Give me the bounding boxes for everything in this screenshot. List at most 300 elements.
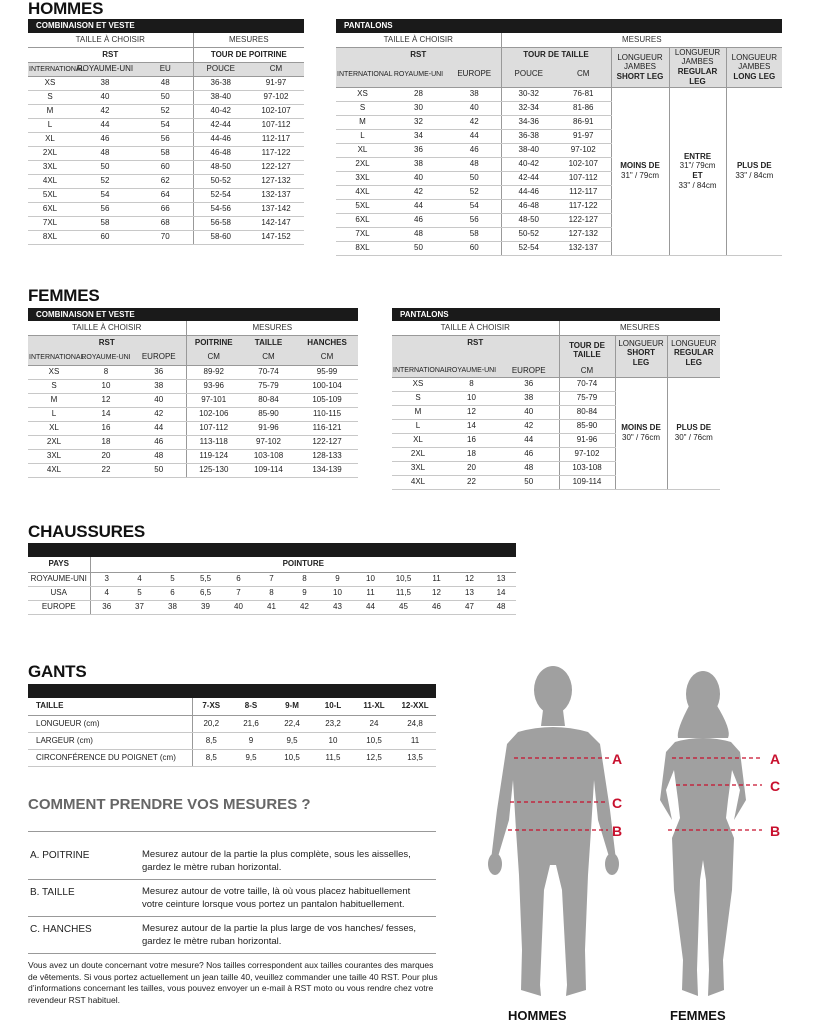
table-cell: 10 bbox=[444, 391, 499, 405]
table-cell: 42 bbox=[288, 600, 321, 614]
table-cell: 38 bbox=[72, 76, 138, 90]
short-leg-header bbox=[611, 47, 669, 87]
table-row bbox=[28, 90, 304, 104]
table-cell: 48 bbox=[138, 76, 193, 90]
table-cell: 24 bbox=[354, 715, 394, 732]
table-cell: 40 bbox=[389, 171, 448, 185]
table-cell: 10 bbox=[321, 586, 354, 600]
table-row bbox=[28, 393, 358, 407]
table-cell: 3XL bbox=[28, 449, 80, 463]
table-cell: 91-97 bbox=[248, 76, 304, 90]
table-cell: 34 bbox=[389, 129, 448, 143]
table-cell: 7 bbox=[255, 572, 288, 586]
column-header: TAILLE bbox=[254, 337, 283, 347]
women-pants-body bbox=[392, 377, 720, 489]
table-cell: 50-52 bbox=[193, 174, 248, 188]
leg-length-label: ET bbox=[692, 171, 703, 180]
table-cell: 6 bbox=[222, 572, 255, 586]
column-header: POUCE bbox=[501, 62, 556, 87]
table-cell: 48 bbox=[486, 600, 516, 614]
measure-text: Mesurez autour de la partie la plus complète, sous les aisselles, gardez le mètre ruban horizontal. bbox=[142, 849, 411, 873]
table-cell: 18 bbox=[80, 435, 132, 449]
table-row bbox=[28, 600, 516, 614]
column-header: CM bbox=[241, 350, 296, 365]
table-cell: 50-52 bbox=[501, 227, 556, 241]
table-cell: 4XL bbox=[336, 185, 389, 199]
table-row bbox=[28, 104, 304, 118]
table-cell: 80-84 bbox=[559, 405, 615, 419]
table-cell: 44 bbox=[389, 199, 448, 213]
table-cell: 46 bbox=[132, 435, 186, 449]
table-cell: 32-34 bbox=[501, 101, 556, 115]
table-cell: USA bbox=[28, 586, 90, 600]
regular-leg-header bbox=[669, 47, 726, 87]
table-cell: 36 bbox=[90, 600, 123, 614]
table-cell: 52 bbox=[138, 104, 193, 118]
leg-length-label: PLUS DE bbox=[676, 423, 712, 433]
table-cell: 40-42 bbox=[193, 104, 248, 118]
table-row bbox=[28, 749, 436, 766]
table-cell: XS bbox=[28, 365, 80, 379]
table-cell: 102-107 bbox=[556, 157, 611, 171]
column-header: 9-M bbox=[272, 698, 312, 715]
table-cell: 64 bbox=[138, 188, 193, 202]
table-cell: 9 bbox=[230, 732, 272, 749]
table-bar-title: PANTALONS bbox=[336, 19, 782, 33]
table-cell: 38 bbox=[132, 379, 186, 393]
table-cell: 3 bbox=[90, 572, 123, 586]
table-cell: 22 bbox=[444, 475, 499, 489]
table-cell: 50 bbox=[499, 475, 559, 489]
table-cell: 48 bbox=[72, 146, 138, 160]
table-cell: 119-124 bbox=[186, 449, 241, 463]
table-cell: 38 bbox=[448, 87, 501, 101]
table-cell: 127-132 bbox=[248, 174, 304, 188]
table-cell: 8XL bbox=[28, 230, 72, 244]
table-row bbox=[28, 216, 304, 230]
leg-header-line: JAMBES bbox=[681, 57, 714, 67]
table-cell: 62 bbox=[138, 174, 193, 188]
leg-length-label: MOINS DE bbox=[621, 423, 661, 433]
column-header: TOUR DE TAILLE bbox=[501, 47, 611, 62]
table-cell: 44-46 bbox=[501, 185, 556, 199]
table-cell: 38 bbox=[499, 391, 559, 405]
table-row bbox=[28, 146, 304, 160]
table-cell: 8 bbox=[288, 572, 321, 586]
table-cell: 42-44 bbox=[501, 171, 556, 185]
table-cell: 12 bbox=[453, 572, 486, 586]
table-cell: 103-108 bbox=[241, 449, 296, 463]
table-cell: 24,8 bbox=[394, 715, 436, 732]
table-cell: 42 bbox=[132, 407, 186, 421]
column-header: CM bbox=[248, 62, 304, 76]
table-cell: 20 bbox=[80, 449, 132, 463]
column-header: INTERNATIONAL bbox=[28, 62, 72, 76]
table-row bbox=[28, 188, 304, 202]
table-cell: 38 bbox=[389, 157, 448, 171]
table-cell: ROYAUME-UNI bbox=[28, 572, 90, 586]
table-cell: 46 bbox=[72, 132, 138, 146]
table-cell: 10 bbox=[80, 379, 132, 393]
table-bar-title: COMBINAISON ET VESTE bbox=[28, 308, 358, 321]
table-cell: 7XL bbox=[336, 227, 389, 241]
column-header: RST bbox=[336, 47, 501, 62]
short-leg-header bbox=[615, 335, 667, 377]
table-row bbox=[28, 421, 358, 435]
table-row bbox=[28, 76, 304, 90]
table-row bbox=[28, 715, 436, 732]
table-cell: 41 bbox=[255, 600, 288, 614]
men-figure-label: HOMMES bbox=[508, 1008, 567, 1023]
table-cell: 42 bbox=[499, 419, 559, 433]
table-cell: 147-152 bbox=[248, 230, 304, 244]
leg-header-line: REGULAR LEG bbox=[677, 67, 718, 86]
column-header: ROYAUME-UNI bbox=[80, 350, 132, 365]
column-header: EUROPE bbox=[499, 365, 559, 377]
column-header: EUROPE bbox=[132, 350, 186, 365]
table-row bbox=[28, 463, 358, 477]
table-cell: 12 bbox=[444, 405, 499, 419]
table-cell: 56 bbox=[138, 132, 193, 146]
table-row bbox=[28, 449, 358, 463]
table-cell: 112-117 bbox=[248, 132, 304, 146]
leg-length-value: 31"/ 79cm bbox=[679, 161, 716, 171]
table-cell: 16 bbox=[444, 433, 499, 447]
table-cell: 109-114 bbox=[559, 475, 615, 489]
table-cell: 56-58 bbox=[193, 216, 248, 230]
header-line: TOUR DE bbox=[569, 340, 605, 350]
table-cell: 142-147 bbox=[248, 216, 304, 230]
column-header: TAILLE bbox=[28, 698, 192, 715]
table-cell: 2XL bbox=[28, 435, 80, 449]
table-cell: 50 bbox=[132, 463, 186, 477]
point-label: B bbox=[770, 823, 781, 839]
table-cell: 28 bbox=[389, 87, 448, 101]
table-cell: 122-127 bbox=[248, 160, 304, 174]
long-leg-header bbox=[726, 47, 782, 87]
table-cell: 8 bbox=[80, 365, 132, 379]
table-cell: 66 bbox=[138, 202, 193, 216]
women-jacket-table bbox=[28, 308, 358, 478]
table-cell: 14 bbox=[444, 419, 499, 433]
table-cell: 128-133 bbox=[296, 449, 358, 463]
table-cell: 58-60 bbox=[193, 230, 248, 244]
table-cell: 54 bbox=[138, 118, 193, 132]
table-cell: 8,5 bbox=[192, 749, 230, 766]
leg-header-line: LONGUEUR bbox=[671, 338, 717, 348]
table-cell: 70 bbox=[138, 230, 193, 244]
leg-length-cell bbox=[615, 377, 667, 489]
table-cell: 2XL bbox=[392, 447, 444, 461]
table-cell: 9 bbox=[288, 586, 321, 600]
table-cell: L bbox=[392, 419, 444, 433]
measure-text: Mesurez autour de votre taille, là où vous placez habituellement votre ceinture lorsque vous portez un pantalon habituellement. bbox=[142, 886, 411, 910]
male-silhouette bbox=[488, 666, 619, 996]
column-header: CM bbox=[296, 350, 358, 365]
table-cell: 58 bbox=[138, 146, 193, 160]
table-row bbox=[28, 407, 358, 421]
leg-header-line: SHORT LEG bbox=[616, 71, 664, 81]
table-cell: 75-79 bbox=[559, 391, 615, 405]
table-cell: 70-74 bbox=[241, 365, 296, 379]
table-cell: EUROPE bbox=[28, 600, 90, 614]
howto-list bbox=[28, 843, 436, 954]
table-cell: 85-90 bbox=[559, 419, 615, 433]
leg-length-value: 31" / 79cm bbox=[621, 171, 659, 180]
table-cell: 113-118 bbox=[186, 435, 241, 449]
table-cell: 48 bbox=[132, 449, 186, 463]
table-cell: 100-104 bbox=[296, 379, 358, 393]
table-cell: 50 bbox=[448, 171, 501, 185]
table-cell: 4 bbox=[90, 586, 123, 600]
table-bar-title: PANTALONS bbox=[392, 308, 720, 321]
group-header: MESURES bbox=[559, 321, 720, 335]
table-cell: 46-48 bbox=[501, 199, 556, 213]
leg-length-value: 33" / 84cm bbox=[735, 171, 774, 180]
table-cell: 97-102 bbox=[248, 90, 304, 104]
table-cell: 37 bbox=[123, 600, 156, 614]
table-cell: 52 bbox=[448, 185, 501, 199]
table-cell: 60 bbox=[138, 160, 193, 174]
table-cell: 48-50 bbox=[193, 160, 248, 174]
column-header: RST bbox=[28, 335, 186, 350]
column-header: CM bbox=[559, 365, 615, 377]
table-cell: 60 bbox=[448, 241, 501, 255]
table-cell: 11 bbox=[420, 572, 453, 586]
women-jacket-body bbox=[28, 365, 358, 477]
table-row bbox=[28, 435, 358, 449]
table-cell: 8 bbox=[255, 586, 288, 600]
table-cell: 9,5 bbox=[230, 749, 272, 766]
waist-header bbox=[559, 335, 615, 365]
table-cell: 85-90 bbox=[241, 407, 296, 421]
table-cell: 3XL bbox=[28, 160, 72, 174]
table-cell: 44 bbox=[499, 433, 559, 447]
point-label: A bbox=[612, 751, 623, 767]
leg-length-cell bbox=[669, 87, 726, 255]
measure-label: A. POITRINE bbox=[30, 850, 90, 861]
table-cell: 46 bbox=[389, 213, 448, 227]
table-cell: 46 bbox=[499, 447, 559, 461]
sizing-note: Vous avez un doute concernant votre mesure? Nos tailles correspondent aux tailles courantes des marques de vêtements. Si vous portez actuellement un jean taille 40, veuillez commander une taille 40 RST. Pour plus d’informations concernant les tailles, vous pouvez envoyer un e-mail à RST moto ou vous rendre chez votre revendeur RST habituel. bbox=[28, 960, 438, 1006]
leg-header-line: JAMBES bbox=[738, 62, 771, 72]
table-row bbox=[28, 379, 358, 393]
column-header: INTERNATIONAL bbox=[392, 365, 444, 377]
female-silhouette bbox=[660, 671, 746, 996]
women-figure-label: FEMMES bbox=[670, 1008, 726, 1023]
point-label: C bbox=[612, 795, 623, 811]
column-header: RST bbox=[392, 335, 559, 365]
table-cell: 10,5 bbox=[354, 732, 394, 749]
table-cell: 34-36 bbox=[501, 115, 556, 129]
table-cell: 58 bbox=[448, 227, 501, 241]
table-row bbox=[28, 732, 436, 749]
table-cell: 10,5 bbox=[272, 749, 312, 766]
table-cell: 44 bbox=[132, 421, 186, 435]
table-cell: 8XL bbox=[336, 241, 389, 255]
table-cell: 40 bbox=[499, 405, 559, 419]
men-jacket-body bbox=[28, 76, 304, 244]
regular-leg-header bbox=[667, 335, 720, 377]
column-header: EU bbox=[138, 62, 193, 76]
leg-length-label: MOINS DE bbox=[620, 161, 660, 171]
column-header: CM bbox=[186, 350, 241, 365]
table-cell: 5XL bbox=[336, 199, 389, 213]
howto-heading: COMMENT PRENDRE VOS MESURES ? bbox=[28, 796, 311, 813]
table-row bbox=[28, 132, 304, 146]
table-cell: 20,2 bbox=[192, 715, 230, 732]
table-cell: 5XL bbox=[28, 188, 72, 202]
table-cell: 52-54 bbox=[501, 241, 556, 255]
leg-length-label: PLUS DE bbox=[736, 161, 772, 171]
table-cell: 122-127 bbox=[296, 435, 358, 449]
table-cell: 8 bbox=[444, 377, 499, 391]
table-cell: 13 bbox=[453, 586, 486, 600]
table-row bbox=[28, 160, 304, 174]
column-header: 12-XXL bbox=[394, 698, 436, 715]
header-line: TAILLE bbox=[573, 350, 601, 360]
table-cell: 36-38 bbox=[193, 76, 248, 90]
table-cell: XS bbox=[392, 377, 444, 391]
table-cell: 13 bbox=[486, 572, 516, 586]
leg-header-line: LONG LEG bbox=[733, 71, 776, 81]
column-header: INTERNATIONAL bbox=[336, 62, 389, 87]
table-cell: 21,6 bbox=[230, 715, 272, 732]
table-cell: 12,5 bbox=[354, 749, 394, 766]
divider bbox=[28, 831, 436, 832]
gloves-heading: GANTS bbox=[28, 662, 87, 681]
table-cell: 93-96 bbox=[186, 379, 241, 393]
table-cell: 3XL bbox=[392, 461, 444, 475]
table-cell: 70-74 bbox=[559, 377, 615, 391]
shoes-table bbox=[28, 543, 516, 615]
table-cell: 50 bbox=[389, 241, 448, 255]
measure-label: B. TAILLE bbox=[30, 887, 75, 898]
leg-length-cell bbox=[667, 377, 720, 489]
table-cell: 46 bbox=[448, 143, 501, 157]
table-cell: 12 bbox=[80, 393, 132, 407]
table-cell: 4XL bbox=[28, 174, 72, 188]
table-cell: 18 bbox=[444, 447, 499, 461]
table-cell: 5 bbox=[156, 572, 189, 586]
table-cell: 107-112 bbox=[248, 118, 304, 132]
table-cell: 76-81 bbox=[556, 87, 611, 101]
column-header: POINTURE bbox=[90, 557, 516, 572]
women-pants-table bbox=[392, 308, 720, 490]
table-cell: 75-79 bbox=[241, 379, 296, 393]
measure-text: Mesurez autour de la partie la plus large de vos hanches/ fesses, gardez le mètre ruban horizontal. bbox=[142, 923, 417, 947]
list-item bbox=[28, 880, 436, 917]
table-cell: 11,5 bbox=[312, 749, 354, 766]
table-cell: M bbox=[28, 393, 80, 407]
table-cell: 36 bbox=[389, 143, 448, 157]
table-cell: 23,2 bbox=[312, 715, 354, 732]
table-cell: 44-46 bbox=[193, 132, 248, 146]
table-cell: 42 bbox=[389, 185, 448, 199]
column-header: CM bbox=[556, 62, 611, 87]
women-heading: FEMMES bbox=[28, 286, 100, 305]
column-header: POITRINE bbox=[194, 337, 233, 347]
list-item bbox=[28, 917, 436, 954]
table-cell: 6XL bbox=[28, 202, 72, 216]
leg-header-line: LONGUEUR bbox=[617, 52, 663, 62]
men-heading: HOMMES bbox=[28, 0, 104, 18]
table-cell: 32 bbox=[389, 115, 448, 129]
leg-length-value: 33" / 84cm bbox=[678, 180, 717, 190]
table-cell: 134-139 bbox=[296, 463, 358, 477]
table-cell: 38 bbox=[156, 600, 189, 614]
table-cell: 40-42 bbox=[501, 157, 556, 171]
table-cell: 48 bbox=[389, 227, 448, 241]
column-header: INTERNATIONAL bbox=[28, 350, 80, 365]
table-cell: 43 bbox=[321, 600, 354, 614]
table-cell: 2XL bbox=[28, 146, 72, 160]
table-cell: 38-40 bbox=[193, 90, 248, 104]
table-cell: 81-86 bbox=[556, 101, 611, 115]
table-bar-title: COMBINAISON ET VESTE bbox=[28, 19, 304, 33]
table-cell: 54 bbox=[72, 188, 138, 202]
table-cell: 9 bbox=[321, 572, 354, 586]
table-cell: 11 bbox=[394, 732, 436, 749]
column-header: POUCE bbox=[193, 62, 248, 76]
table-cell: 80-84 bbox=[241, 393, 296, 407]
table-cell: 122-127 bbox=[556, 213, 611, 227]
table-cell: 107-112 bbox=[556, 171, 611, 185]
table-cell: 30 bbox=[389, 101, 448, 115]
table-cell: 48 bbox=[448, 157, 501, 171]
table-cell: S bbox=[28, 379, 80, 393]
group-header: TAILLE À CHOISIR bbox=[28, 33, 193, 47]
table-cell: 40 bbox=[72, 90, 138, 104]
table-cell: 6 bbox=[156, 586, 189, 600]
table-cell: S bbox=[336, 101, 389, 115]
table-cell: XL bbox=[336, 143, 389, 157]
table-cell: 13,5 bbox=[394, 749, 436, 766]
leg-length-value: 30" / 76cm bbox=[622, 433, 660, 442]
table-cell: 5,5 bbox=[189, 572, 222, 586]
table-cell: 42 bbox=[72, 104, 138, 118]
table-row bbox=[28, 586, 516, 600]
table-cell: 3XL bbox=[336, 171, 389, 185]
table-cell: 40 bbox=[132, 393, 186, 407]
table-cell: 97-102 bbox=[556, 143, 611, 157]
table-cell: 7 bbox=[222, 586, 255, 600]
table-cell: 16 bbox=[80, 421, 132, 435]
shoes-body bbox=[28, 572, 516, 614]
table-cell: 4XL bbox=[28, 463, 80, 477]
measure-label: C. HANCHES bbox=[30, 924, 92, 935]
table-cell: S bbox=[28, 90, 72, 104]
table-cell: 91-96 bbox=[559, 433, 615, 447]
table-cell: 102-107 bbox=[248, 104, 304, 118]
table-cell: 10 bbox=[354, 572, 387, 586]
table-cell: 40 bbox=[448, 101, 501, 115]
leg-header-line: LEG bbox=[685, 357, 702, 367]
table-cell: 60 bbox=[72, 230, 138, 244]
table-row bbox=[28, 174, 304, 188]
table-cell: 117-122 bbox=[248, 146, 304, 160]
table-cell: 86-91 bbox=[556, 115, 611, 129]
table-cell: 132-137 bbox=[556, 241, 611, 255]
leg-header-line: JAMBES bbox=[623, 62, 656, 72]
table-row bbox=[28, 572, 516, 586]
table-cell: 30-32 bbox=[501, 87, 556, 101]
table-cell: 9,5 bbox=[272, 732, 312, 749]
table-cell: XS bbox=[336, 87, 389, 101]
table-cell: 22,4 bbox=[272, 715, 312, 732]
point-label: B bbox=[612, 823, 623, 839]
table-cell: XS bbox=[28, 76, 72, 90]
